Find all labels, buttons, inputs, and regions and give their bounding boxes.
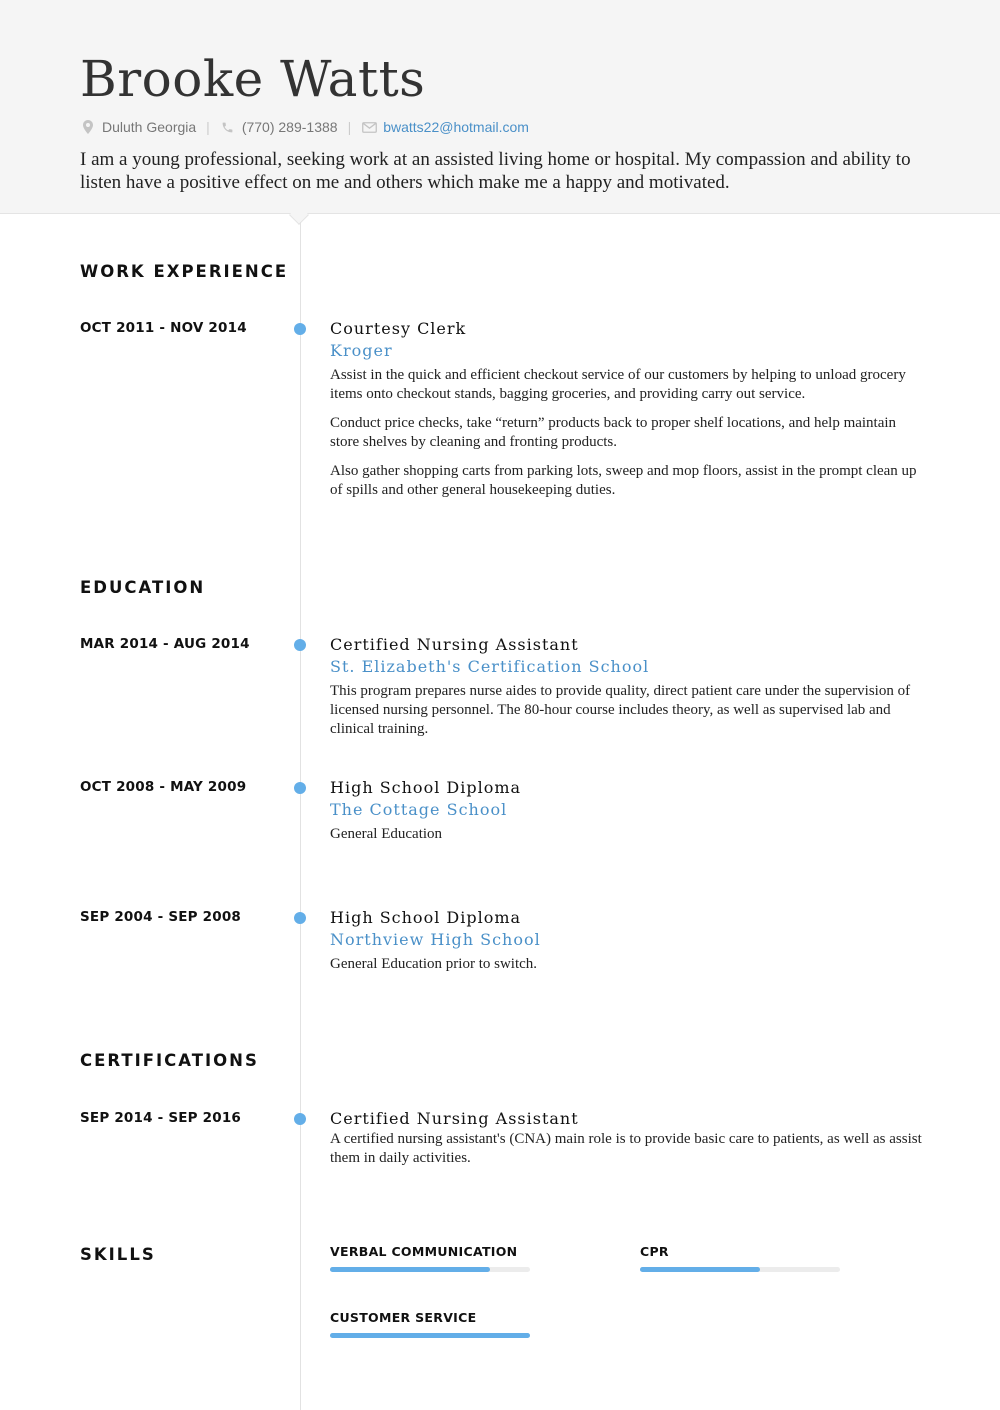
entry-title: Courtesy Clerk [330, 319, 467, 338]
entry-description: Also gather shopping carts from parking lots, sweep and mop floors, assist in the prompt clean up of spills and other general housekeeping duties. [330, 463, 917, 498]
education-entry [330, 907, 925, 974]
location-text: Duluth Georgia [102, 119, 197, 135]
skill-bar-fill [330, 1267, 490, 1272]
entry-date: MAR 2014 - AUG 2014 [80, 636, 250, 652]
skill-name: VERBAL COMMUNICATION [330, 1244, 518, 1259]
phone-text: (770) 289-1388 [241, 119, 338, 135]
entry-description: Assist in the quick and efficient checkout service of our customers by helping to unload grocery items onto checkout stands, bagging groceries, and providing carry out service. [330, 367, 906, 402]
timeline-dot [294, 639, 306, 651]
section-title-skills: SKILLS [80, 1245, 156, 1264]
timeline-line [300, 222, 301, 1410]
skill-bar-track [330, 1333, 530, 1338]
entry-title: High School Diploma [330, 908, 522, 927]
resume-header [0, 0, 1000, 214]
entry-date: SEP 2014 - SEP 2016 [80, 1110, 242, 1126]
contact-separator: | [347, 119, 352, 135]
skill-item [330, 1310, 530, 1338]
skill-item [330, 1244, 530, 1272]
contact-separator: | [206, 119, 210, 135]
skill-bar-track [330, 1267, 530, 1272]
section-title-work: WORK EXPERIENCE [80, 262, 289, 281]
entry-date: OCT 2008 - MAY 2009 [80, 779, 247, 795]
entry-description: A certified nursing assistant's (CNA) main role is to provide basic care to patients, as well as assist them in daily activities. [330, 1131, 922, 1166]
entry-date: SEP 2004 - SEP 2008 [80, 909, 242, 925]
entry-description: General Education [330, 826, 443, 842]
candidate-name: Brooke Watts [80, 50, 426, 108]
entry-title: High School Diploma [330, 778, 522, 797]
envelope-icon [361, 119, 377, 135]
skill-bar-track [640, 1267, 840, 1272]
entry-organization: The Cottage School [330, 800, 508, 819]
skill-name: CPR [640, 1244, 669, 1259]
skill-bar-fill [330, 1333, 530, 1338]
email-link[interactable]: bwatts22@hotmail.com [383, 119, 529, 135]
timeline-dot [294, 323, 306, 335]
timeline-dot [294, 912, 306, 924]
skill-name: CUSTOMER SERVICE [330, 1310, 477, 1325]
contact-bar [80, 118, 529, 136]
entry-title: Certified Nursing Assistant [330, 635, 579, 654]
education-entry [330, 634, 925, 739]
entry-organization: Northview High School [330, 930, 541, 949]
entry-organization: Kroger [330, 341, 393, 360]
entry-date: OCT 2011 - NOV 2014 [80, 320, 247, 336]
education-entry [330, 777, 925, 844]
section-title-education: EDUCATION [80, 578, 206, 597]
entry-title: Certified Nursing Assistant [330, 1109, 579, 1128]
certification-entry [330, 1108, 925, 1168]
entry-organization: St. Elizabeth's Certification School [330, 657, 650, 676]
entry-description: This program prepares nurse aides to provide quality, direct patient care under the supervision of licensed nursing personnel. The 80-hour course includes theory, as well as supervised lab and clinical training. [330, 683, 911, 737]
timeline-dot [294, 1113, 306, 1125]
timeline-dot [294, 782, 306, 794]
work-entry [330, 318, 925, 500]
entry-description: Conduct price checks, take “return” products back to proper shelf locations, and help maintain store shelves by cleaning and fronting products. [330, 415, 897, 450]
skill-bar-fill [640, 1267, 760, 1272]
phone-icon [220, 119, 236, 135]
map-pin-icon [80, 119, 96, 135]
section-title-certifications: CERTIFICATIONS [80, 1051, 259, 1070]
profile-summary: I am a young professional, seeking work at an assisted living home or hospital. My compassion and ability to listen have a positive effect on me and others which make me a happy and motivated. [80, 149, 911, 193]
skill-item [640, 1244, 840, 1272]
entry-description: General Education prior to switch. [330, 956, 538, 972]
